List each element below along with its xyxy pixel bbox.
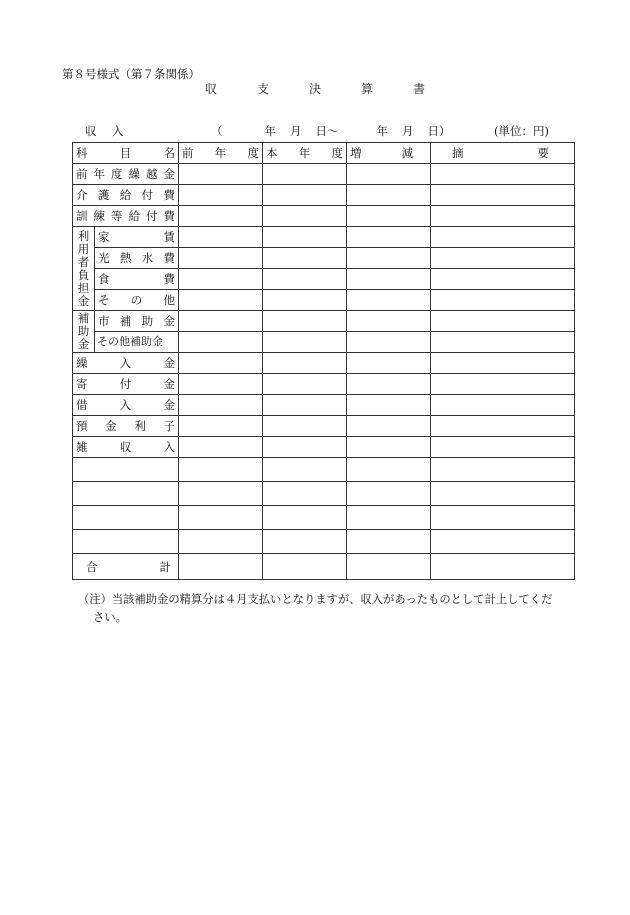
cell-input[interactable] bbox=[179, 269, 263, 290]
table-row bbox=[73, 416, 575, 437]
cell-input[interactable] bbox=[263, 437, 347, 458]
cell-input[interactable] bbox=[347, 269, 431, 290]
cell-input[interactable] bbox=[347, 506, 431, 530]
form-number: 第８号様式（第７条関係） bbox=[62, 67, 200, 81]
table-row bbox=[73, 437, 575, 458]
document-title bbox=[205, 80, 425, 97]
group-user-burden: 利 用 者 負 担 金 bbox=[73, 227, 95, 311]
cell-input[interactable] bbox=[263, 332, 347, 353]
cell-input[interactable] bbox=[179, 482, 263, 506]
cell-input[interactable] bbox=[347, 530, 431, 554]
footnote-line: さい。 bbox=[93, 611, 127, 624]
row-care-benefit: 介 護 給 付 費 bbox=[73, 185, 179, 206]
cell-input[interactable] bbox=[263, 164, 347, 185]
cell-input[interactable] bbox=[263, 530, 347, 554]
row-food: 食 費 bbox=[95, 269, 179, 290]
cell-input[interactable] bbox=[347, 185, 431, 206]
cell-input[interactable] bbox=[431, 395, 575, 416]
table-row bbox=[73, 206, 575, 227]
footnote-line: （注）当該補助金の精算分は４月支払いとなりますが、収入があったものとして計上してくだ bbox=[78, 593, 553, 606]
cell-input[interactable] bbox=[431, 353, 575, 374]
cell-input[interactable] bbox=[179, 227, 263, 248]
header-this-year: 本 年 度 bbox=[263, 143, 347, 164]
cell-input[interactable] bbox=[347, 458, 431, 482]
blank-row bbox=[73, 458, 575, 482]
title-char: 収 bbox=[205, 82, 218, 96]
unit-label: (単位：円) bbox=[494, 124, 549, 138]
cell-input[interactable] bbox=[347, 416, 431, 437]
cell-input[interactable] bbox=[431, 206, 575, 227]
cell-input[interactable] bbox=[263, 311, 347, 332]
settlement-table bbox=[72, 142, 575, 580]
cell-input[interactable] bbox=[431, 290, 575, 311]
cell-input[interactable] bbox=[179, 374, 263, 395]
cell-input[interactable] bbox=[431, 506, 575, 530]
table-row bbox=[73, 353, 575, 374]
blank-row bbox=[73, 482, 575, 506]
period-month-start: 月 bbox=[290, 124, 302, 138]
period-day-start: 日～ bbox=[315, 124, 339, 138]
blank-row bbox=[73, 506, 575, 530]
cell-input[interactable] bbox=[179, 290, 263, 311]
cell-input[interactable] bbox=[263, 554, 347, 580]
cell-input[interactable] bbox=[263, 290, 347, 311]
cell-input[interactable] bbox=[263, 185, 347, 206]
row-transfer: 繰 入 金 bbox=[73, 353, 179, 374]
table-row bbox=[73, 227, 575, 248]
cell-input[interactable] bbox=[179, 206, 263, 227]
header-prev-year: 前 年 度 bbox=[179, 143, 263, 164]
cell-input[interactable] bbox=[431, 185, 575, 206]
title-char: 書 bbox=[412, 82, 425, 96]
cell-input[interactable] bbox=[263, 227, 347, 248]
cell-input[interactable] bbox=[179, 185, 263, 206]
blank-row bbox=[73, 530, 575, 554]
cell-input[interactable] bbox=[179, 164, 263, 185]
cell-input[interactable] bbox=[263, 506, 347, 530]
table-row bbox=[73, 311, 575, 332]
cell-input[interactable] bbox=[431, 269, 575, 290]
period-year-end: 年 bbox=[376, 124, 388, 138]
header-remarks: 摘 要 bbox=[431, 143, 575, 164]
cell-input[interactable] bbox=[431, 530, 575, 554]
row-interest: 預 金 利 子 bbox=[73, 416, 179, 437]
row-carryover: 前 年 度 繰 越 金 bbox=[73, 164, 179, 185]
period-month-end: 月 bbox=[402, 124, 414, 138]
group-subsidy: 補 助 金 bbox=[73, 311, 95, 353]
period-range bbox=[211, 123, 451, 139]
title-char: 算 bbox=[360, 82, 373, 96]
row-training-benefit: 訓 練 等 給 付 費 bbox=[73, 206, 179, 227]
cell-input[interactable] bbox=[179, 332, 263, 353]
row-total: 合 計 bbox=[73, 554, 179, 580]
cell-input[interactable] bbox=[179, 311, 263, 332]
cell-input[interactable] bbox=[431, 374, 575, 395]
cell-input[interactable] bbox=[347, 437, 431, 458]
row-city-subsidy: 市 補 助 金 bbox=[95, 311, 179, 332]
cell-input[interactable] bbox=[347, 395, 431, 416]
cell-input[interactable] bbox=[431, 458, 575, 482]
row-loan: 借 入 金 bbox=[73, 395, 179, 416]
table-row bbox=[73, 374, 575, 395]
cell-input[interactable] bbox=[263, 353, 347, 374]
title-char: 決 bbox=[308, 82, 321, 96]
footnote bbox=[78, 591, 578, 627]
cell-input[interactable] bbox=[347, 332, 431, 353]
income-label: 収 入 bbox=[85, 124, 130, 138]
cell-input[interactable] bbox=[347, 248, 431, 269]
table-row bbox=[73, 248, 575, 269]
cell-input[interactable] bbox=[263, 395, 347, 416]
cell-input[interactable] bbox=[263, 458, 347, 482]
cell-input[interactable] bbox=[431, 227, 575, 248]
cell-input[interactable] bbox=[347, 374, 431, 395]
cell-input[interactable] bbox=[179, 530, 263, 554]
cell-input[interactable] bbox=[179, 416, 263, 437]
row-misc-income: 雑 収 入 bbox=[73, 437, 179, 458]
row-other: そ の 他 bbox=[95, 290, 179, 311]
cell-input[interactable] bbox=[431, 332, 575, 353]
cell-input[interactable] bbox=[179, 506, 263, 530]
cell-input[interactable] bbox=[347, 311, 431, 332]
cell-input[interactable] bbox=[431, 416, 575, 437]
cell-input[interactable] bbox=[431, 311, 575, 332]
cell-input[interactable] bbox=[431, 482, 575, 506]
cell-input[interactable] bbox=[179, 458, 263, 482]
table-row bbox=[73, 395, 575, 416]
cell-input[interactable] bbox=[347, 290, 431, 311]
cell-input[interactable] bbox=[73, 458, 179, 482]
cell-input[interactable] bbox=[179, 353, 263, 374]
cell-input[interactable] bbox=[263, 269, 347, 290]
table-row bbox=[73, 269, 575, 290]
cell-input[interactable] bbox=[73, 530, 179, 554]
cell-input[interactable] bbox=[73, 506, 179, 530]
cell-input[interactable] bbox=[347, 164, 431, 185]
period-year-start: 年 bbox=[264, 124, 276, 138]
cell-input[interactable] bbox=[179, 395, 263, 416]
cell-input[interactable] bbox=[347, 554, 431, 580]
cell-input[interactable] bbox=[431, 554, 575, 580]
cell-input[interactable] bbox=[263, 482, 347, 506]
header-subject: 科 目 名 bbox=[73, 143, 179, 164]
cell-input[interactable] bbox=[347, 482, 431, 506]
table-row bbox=[73, 164, 575, 185]
header-change: 増 減 bbox=[347, 143, 431, 164]
cell-input[interactable] bbox=[179, 248, 263, 269]
row-other-subsidy: その他補助金 bbox=[95, 332, 179, 353]
cell-input[interactable] bbox=[347, 353, 431, 374]
title-char: 支 bbox=[256, 82, 269, 96]
cell-input[interactable] bbox=[263, 416, 347, 437]
cell-input[interactable] bbox=[431, 248, 575, 269]
cell-input[interactable] bbox=[347, 227, 431, 248]
cell-input[interactable] bbox=[431, 164, 575, 185]
table-row bbox=[73, 290, 575, 311]
cell-input[interactable] bbox=[263, 374, 347, 395]
row-rent: 家 賃 bbox=[95, 227, 179, 248]
row-utilities: 光 熱 水 費 bbox=[95, 248, 179, 269]
table-row bbox=[73, 332, 575, 353]
cell-input[interactable] bbox=[179, 554, 263, 580]
cell-input[interactable] bbox=[179, 437, 263, 458]
period-open: （ bbox=[211, 124, 223, 138]
cell-input[interactable] bbox=[263, 248, 347, 269]
total-row bbox=[73, 554, 575, 580]
cell-input[interactable] bbox=[263, 206, 347, 227]
row-donation: 寄 付 金 bbox=[73, 374, 179, 395]
table-row bbox=[73, 185, 575, 206]
period-day-end: 日） bbox=[427, 124, 451, 138]
cell-input[interactable] bbox=[73, 482, 179, 506]
header-row bbox=[73, 143, 575, 164]
cell-input[interactable] bbox=[431, 437, 575, 458]
cell-input[interactable] bbox=[347, 206, 431, 227]
